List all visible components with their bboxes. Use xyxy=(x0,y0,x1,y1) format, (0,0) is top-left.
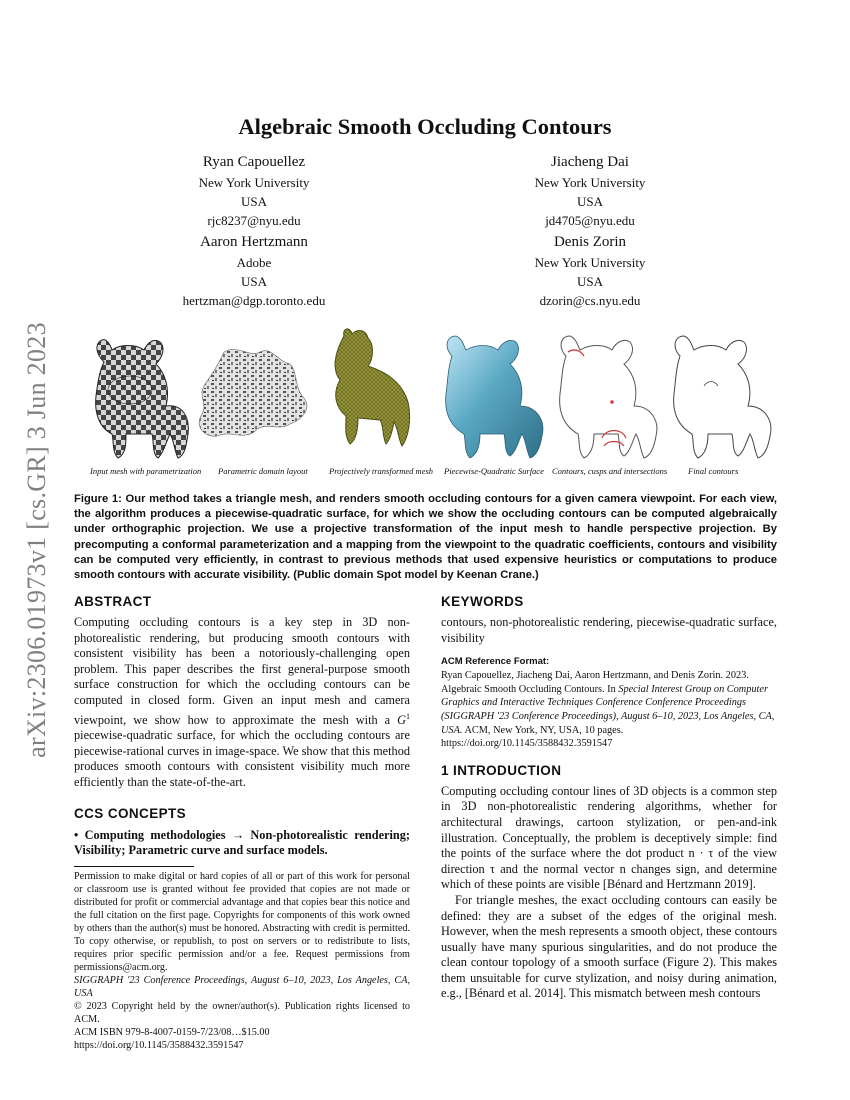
author-country: USA xyxy=(576,194,603,209)
copyright-line: © 2023 Copyright held by the owner/author(s). Publication rights licensed to ACM. xyxy=(74,1000,410,1025)
keywords-text: contours, non-photorealistic rendering, piecewise-quadratic surface, visibility xyxy=(441,615,777,645)
arxiv-identifier: arXiv:2306.01973v1 [cs.GR] 3 Jun 2023 xyxy=(22,322,51,758)
arxiv-sidebar-stamp xyxy=(20,300,54,780)
footnote-divider xyxy=(74,866,194,867)
author-email: rjc8237@nyu.edu xyxy=(207,213,301,228)
teaser-caption: Parametric domain layout xyxy=(218,466,308,476)
author-block xyxy=(450,152,730,230)
permission-notice: Permission to make digital or hard copies of all or part of this work for personal or classroom use is granted without fee provided that copies are not made or distributed for profit or commercial advantage and that copies bear this notice and the full citation on the first page. Copyrights for components of this work owned by others than the author(s) must be honored. Abstracting with credit is permitted. To copy otherwise, or republish, to post on servers or to redistribute to lists, requires prior specific permission and/or a fee. Request permissions from permissions@acm.org. xyxy=(74,870,410,973)
contours-cusps-illustration xyxy=(560,336,657,458)
author-email: hertzman@dgp.toronto.edu xyxy=(182,293,326,308)
author-affiliation: New York University xyxy=(534,175,646,190)
cow-mesh-illustration xyxy=(96,340,189,458)
author-name: Aaron Hertzmann xyxy=(200,234,308,250)
author-name: Jiacheng Dai xyxy=(551,154,629,170)
author-country: USA xyxy=(576,274,603,289)
parametric-domain-illustration xyxy=(199,349,307,436)
introduction-heading: 1 INTRODUCTION xyxy=(441,762,562,778)
ccs-text: • Computing methodologies → Non-photorealistic rendering; Visibility; Parametric curve and surface models. xyxy=(74,827,410,858)
isbn-line: ACM ISBN 979-8-4007-0159-7/23/08…$15.00 xyxy=(74,1026,270,1038)
quadratic-surface-illustration xyxy=(446,336,543,458)
teaser-caption: Final contours xyxy=(688,466,739,476)
author-email: jd4705@nyu.edu xyxy=(545,213,635,228)
intro-paragraph: Computing occluding contour lines of 3D objects is a common step in 3D non-photorealistic rendering algorithms, whether for architectural drawings, cartoon stylization, or pen-and-ink illustration. Conceptually, the problem is deceptively simple: find the points of the surface where the dot product n · τ of the view direction τ and the normal vector n changes sign, and determine which of these points are visible [Bénard and Hertzmann 2019]. xyxy=(441,783,777,892)
author-country: USA xyxy=(240,274,267,289)
transformed-mesh-illustration xyxy=(335,329,410,446)
left-column xyxy=(74,594,410,1052)
author-name: Denis Zorin xyxy=(553,234,627,250)
keywords-heading: KEYWORDS xyxy=(441,594,524,609)
figure-caption: Figure 1: Our method takes a triangle mesh, and renders smooth occluding contours for a given camera viewpoint. For each view, the algorithm produces a piecewise-quadratic surface, for which we show the occluding contours can be computed algebraically under orthographic projection. We use a projective transformation of the input mesh to handle perspective projection. By precomputing a conformal parameterization and a mapping from the viewpoint to the quadratic coefficients, contours and visibility can be computed very efficiently, in contrast to previous methods that used expensive heuristics or computations to produce smooth contours with accurate visibility. (Public domain Spot model by Keenan Crane.) xyxy=(74,493,777,582)
right-column xyxy=(441,594,777,1002)
author-affiliation: New York University xyxy=(534,255,646,270)
acm-reference-text: Ryan Capouellez, Jiacheng Dai, Aaron Hertzmann, and Denis Zorin. 2023. Algebraic Smooth Occluding Contours. In Special Interest Group on Computer Graphics and Interactive Techniques Conference Conference Proceedings (SIGGRAPH '23 Conference Proceedings), August 6–10, 2023, Los Angeles, CA, USA. ACM, New York, NY, USA, 10 pages. https://doi.org/10.1145/3588432.3591547 xyxy=(441,670,775,750)
author-block xyxy=(114,232,394,310)
venue-line: SIGGRAPH '23 Conference Proceedings, August 6–10, 2023, Los Angeles, CA, USA xyxy=(74,974,410,999)
doi-line: https://doi.org/10.1145/3588432.3591547 xyxy=(74,1039,244,1051)
author-block xyxy=(450,232,730,310)
teaser-figure xyxy=(76,322,776,480)
author-name: Ryan Capouellez xyxy=(202,154,306,170)
acm-reference-heading: ACM Reference Format: xyxy=(441,656,550,668)
abstract-heading: ABSTRACT xyxy=(74,594,152,609)
ccs-heading: CCS CONCEPTS xyxy=(74,805,187,821)
author-affiliation: New York University xyxy=(198,175,310,190)
paper-title: Algebraic Smooth Occluding Contours xyxy=(238,114,612,139)
intro-paragraph: For triangle meshes, the exact occluding contours can easily be defined: they are a subset of the edges of the original mesh. However, when the mesh represents a smooth object, these contours usually have many spurious singularities, and do not produce the clean contour topology of a smooth surface (Figure 2). This makes them unsuitable for curve stylization, and noisy during animation, e.g., [Bénard et al. 2014]. This mismatch between mesh contours xyxy=(441,892,777,1001)
author-affiliation: Adobe xyxy=(236,255,272,270)
teaser-illustrations xyxy=(76,322,776,467)
teaser-caption: Input mesh with parametrization xyxy=(90,466,202,476)
teaser-caption: Contours, cusps and intersections xyxy=(552,466,668,476)
author-block xyxy=(114,152,394,230)
author-country: USA xyxy=(240,194,267,209)
teaser-caption: Projectively transformed mesh xyxy=(329,466,434,476)
teaser-caption: Piecewise-Quadratic Surface xyxy=(444,466,544,476)
abstract-text: Computing occluding contours is a key step in 3D non-photorealistic rendering, but producing smooth contours with consistent visibility has been a notoriously-challenging open problem. This paper describes the first general-purpose smooth surface construction for which the occluding contours can be computed in closed form. Given an input mesh and camera viewpoint, we show how to approximate the mesh with a $G^1$ piecewise-quadratic surface, for which the occluding contours are piecewise-rational curves in image-space. We show that this method produces smooth contours with consistent visibility much more efficiently than the state-of-the-art. xyxy=(74,615,410,790)
teaser-captions xyxy=(76,466,776,480)
author-email: dzorin@cs.nyu.edu xyxy=(539,293,641,308)
final-contours-illustration xyxy=(674,336,771,458)
